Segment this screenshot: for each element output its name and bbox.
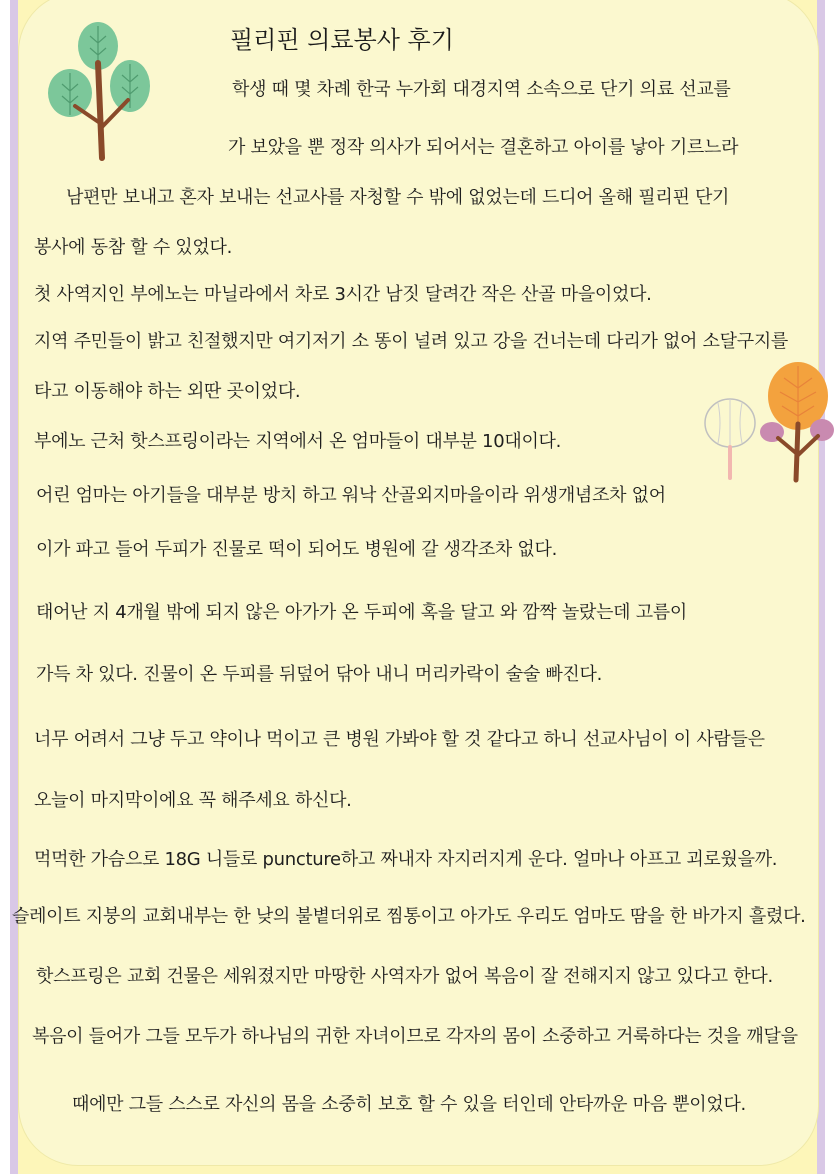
- body-line-19: 때에만 그들 스스로 자신의 몸을 소중히 보호 할 수 있을 터인데 안타까운 마음 뿐이었다.: [72, 1094, 746, 1115]
- body-line-18: 복음이 들어가 그들 모두가 하나님의 귀한 자녀이므로 각자의 몸이 소중하고 거룩하다는 것을 깨달을: [32, 1026, 798, 1047]
- body-line-5: 첫 사역지인 부에노는 마닐라에서 차로 3시간 남짓 달려간 작은 산골 마을이었다.: [34, 284, 652, 305]
- body-line-12: 가득 차 있다. 진물이 온 두피를 뒤덮어 닦아 내니 머리카락이 술술 빠진다.: [36, 664, 603, 685]
- body-line-6: 지역 주민들이 밝고 친절했지만 여기저기 소 똥이 널려 있고 강을 건너는데 다리가 없어 소달구지를: [34, 331, 788, 352]
- left-lilac-stripe: [10, 0, 18, 1174]
- body-line-3: 남편만 보내고 혼자 보내는 선교사를 자청할 수 밖에 없었는데 드디어 올해 필리핀 단기: [66, 187, 730, 208]
- body-line-2: 가 보았을 뿐 정작 의사가 되어서는 결혼하고 아이를 낳아 기르느라: [228, 137, 739, 158]
- body-line-1: 학생 때 몇 차례 한국 누가회 대경지역 소속으로 단기 의료 선교를: [232, 79, 731, 100]
- letter-paper: [18, 0, 819, 1166]
- body-line-4: 봉사에 동참 할 수 있었다.: [34, 237, 232, 258]
- body-line-10: 이가 파고 들어 두피가 진물로 떡이 되어도 병원에 갈 생각조차 없다.: [36, 539, 558, 560]
- body-line-16: 슬레이트 지붕의 교회내부는 한 낮의 불볕더위로 찜통이고 아가도 우리도 엄마도 땀을 한 바가지 흘렸다.: [12, 906, 806, 927]
- body-line-14: 오늘이 마지막이에요 꼭 해주세요 하신다.: [34, 790, 352, 811]
- body-line-13: 너무 어려서 그냥 두고 약이나 먹이고 큰 병원 가봐야 할 것 같다고 하니 선교사님이 이 사람들은: [34, 729, 765, 750]
- page-title: 필리핀 의료봉사 후기: [230, 26, 454, 54]
- body-line-17: 핫스프링은 교회 건물은 세워졌지만 마땅한 사역자가 없어 복음이 잘 전해지지 않고 있다고 한다.: [36, 966, 773, 987]
- body-line-7: 타고 이동해야 하는 외딴 곳이었다.: [34, 381, 301, 402]
- body-line-8: 부에노 근처 핫스프링이라는 지역에서 온 엄마들이 대부분 10대이다.: [34, 431, 562, 452]
- body-line-9: 어린 엄마는 아기들을 대부분 방치 하고 워낙 산골외지마을이라 위생개념조차 없어: [36, 485, 666, 506]
- balloon-tree-icon: [705, 399, 755, 478]
- body-line-15: 먹먹한 가슴으로 18G 니들로 puncture하고 짜내자 자지러지게 운다. 얼마나 아프고 괴로웠을까.: [34, 849, 778, 870]
- green-tree-icon: [40, 18, 170, 163]
- orange-tree-icon: [700, 358, 835, 488]
- body-line-11: 태어난 지 4개월 밖에 되지 않은 아가가 온 두피에 혹을 달고 와 깜짝 놀랐는데 고름이: [36, 602, 687, 623]
